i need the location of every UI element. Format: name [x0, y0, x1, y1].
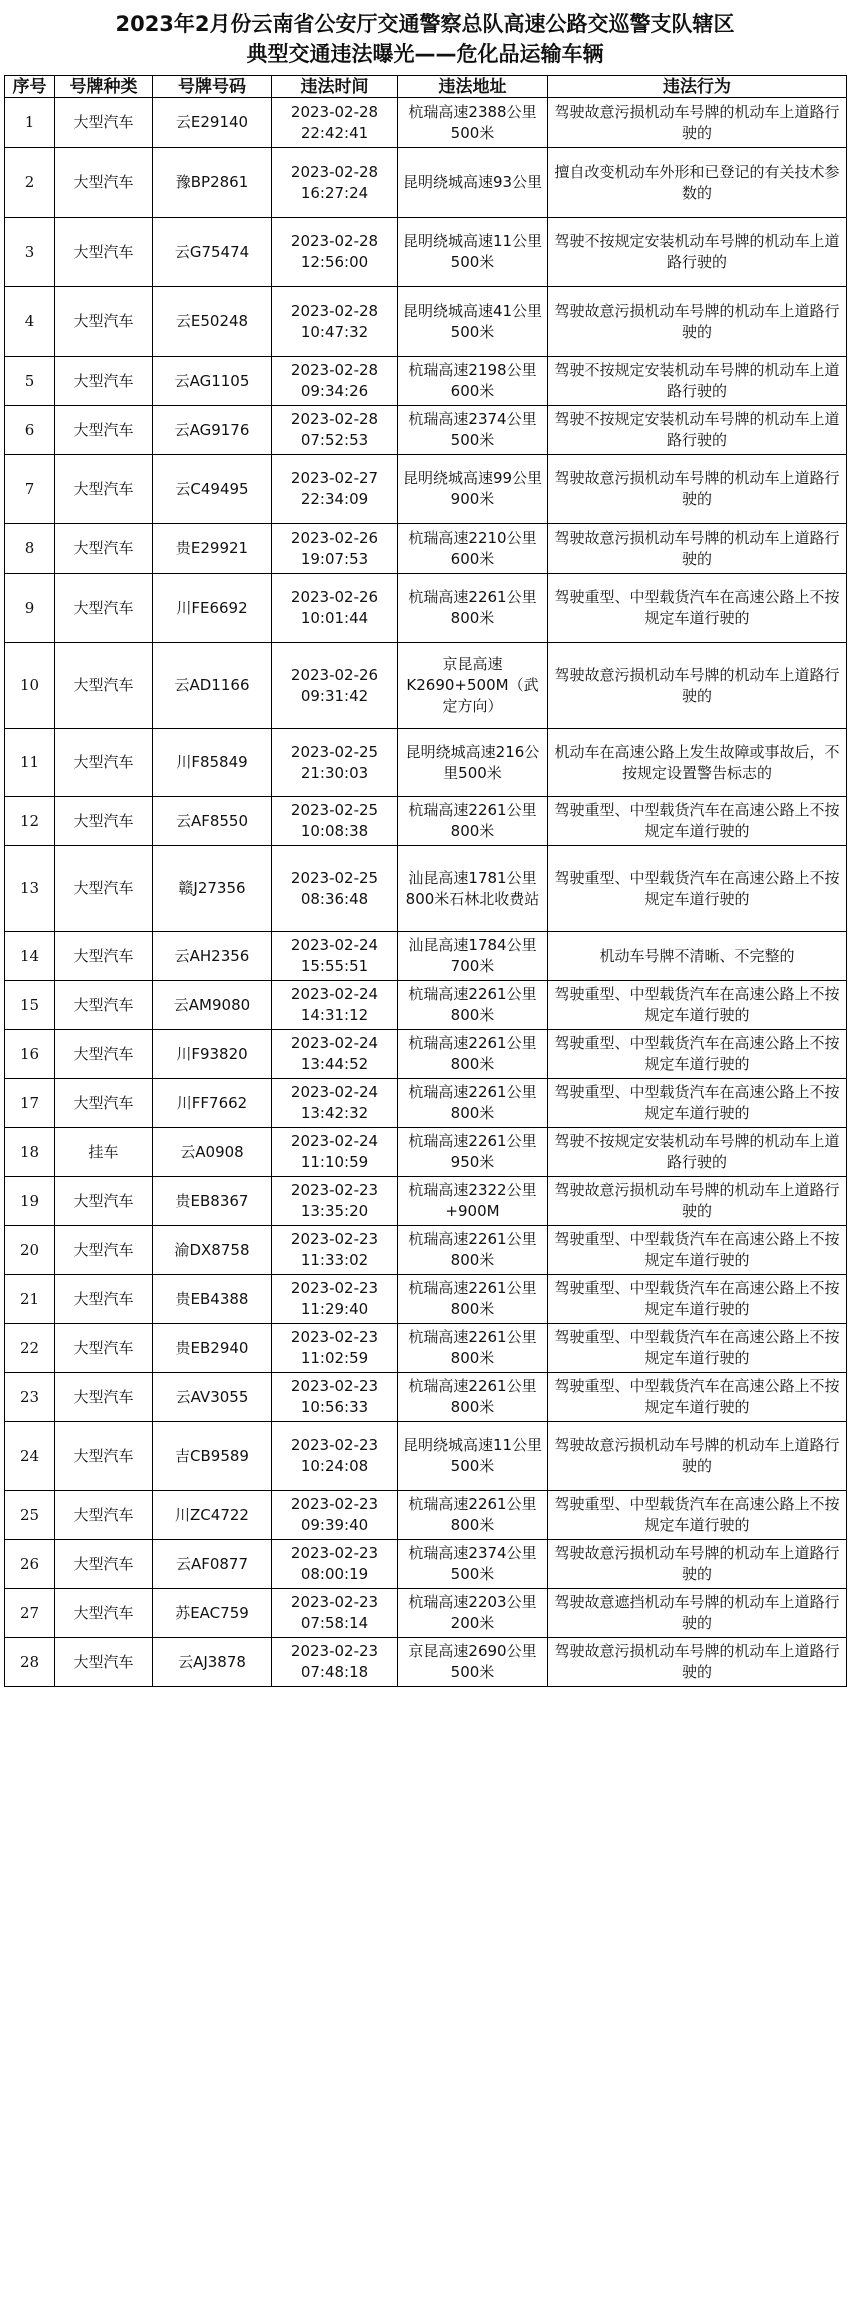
row-violation-date: 2023-02-23 [290, 1544, 379, 1562]
row-violation-date: 2023-02-28 [290, 232, 379, 250]
row-violation-behavior: 驾驶重型、中型载货汽车在高速公路上不按规定车道行驶的 [548, 1079, 847, 1128]
table-row [5, 1275, 847, 1324]
row-violation-behavior: 驾驶故意污损机动车号牌的机动车上道路行驶的 [548, 524, 847, 574]
row-violation-time [272, 1422, 398, 1491]
row-plate-number: 云AG9176 [153, 406, 272, 455]
row-violation-behavior: 驾驶不按规定安装机动车号牌的机动车上道路行驶的 [548, 406, 847, 455]
row-violation-time [272, 1275, 398, 1324]
row-violation-time [272, 455, 398, 524]
row-no: 3 [5, 218, 55, 287]
row-violation-time [272, 1226, 398, 1275]
row-violation-address: 杭瑞高速2261公里800米 [398, 1275, 548, 1324]
row-violation-clock: 16:27:24 [300, 183, 369, 202]
row-violation-address: 杭瑞高速2261公里800米 [398, 981, 548, 1030]
row-violation-behavior: 机动车号牌不清晰、不完整的 [548, 932, 847, 981]
table-row [5, 218, 847, 287]
row-no: 2 [5, 148, 55, 218]
row-plate-number: 云AH2356 [153, 932, 272, 981]
row-violation-date: 2023-02-23 [290, 1495, 379, 1513]
row-violation-time [272, 1491, 398, 1540]
row-violation-address: 杭瑞高速2261公里800米 [398, 1079, 548, 1128]
row-no: 25 [5, 1491, 55, 1540]
row-no: 20 [5, 1226, 55, 1275]
row-violation-behavior: 驾驶重型、中型载货汽车在高速公路上不按规定车道行驶的 [548, 1275, 847, 1324]
row-plate-type: 大型汽车 [55, 846, 153, 932]
row-no: 24 [5, 1422, 55, 1491]
row-violation-behavior: 驾驶重型、中型载货汽车在高速公路上不按规定车道行驶的 [548, 1226, 847, 1275]
row-plate-number: 云E50248 [153, 287, 272, 357]
table-row [5, 932, 847, 981]
row-no: 19 [5, 1177, 55, 1226]
row-plate-type: 大型汽车 [55, 1540, 153, 1589]
row-violation-address: 杭瑞高速2374公里500米 [398, 406, 548, 455]
row-violation-clock: 10:08:38 [300, 822, 369, 840]
row-plate-type: 大型汽车 [55, 406, 153, 455]
row-violation-address: 京昆高速2690公里500米 [398, 1638, 548, 1687]
table-row [5, 1373, 847, 1422]
row-plate-number: 川FF7662 [153, 1079, 272, 1128]
row-plate-type: 大型汽车 [55, 1079, 153, 1128]
row-violation-clock: 07:52:53 [300, 431, 369, 449]
header-violation-time: 违法时间 [272, 76, 398, 98]
header-violation-address: 违法地址 [398, 76, 548, 98]
row-plate-number: 云AV3055 [153, 1373, 272, 1422]
row-plate-type: 大型汽车 [55, 1030, 153, 1079]
row-violation-date: 2023-02-23 [290, 1377, 379, 1395]
row-violation-date: 2023-02-25 [290, 742, 379, 761]
row-plate-type: 大型汽车 [55, 1177, 153, 1226]
row-plate-type: 大型汽车 [55, 643, 153, 729]
row-violation-clock: 15:55:51 [300, 957, 369, 975]
row-plate-number: 云C49495 [153, 455, 272, 524]
row-violation-address: 杭瑞高速2374公里500米 [398, 1540, 548, 1589]
table-row [5, 1079, 847, 1128]
row-plate-number: 云A0908 [153, 1128, 272, 1177]
row-violation-behavior: 驾驶故意污损机动车号牌的机动车上道路行驶的 [548, 1540, 847, 1589]
row-violation-address: 昆明绕城高速11公里500米 [398, 1422, 548, 1491]
row-violation-address: 汕昆高速1784公里700米 [398, 932, 548, 981]
row-no: 23 [5, 1373, 55, 1422]
row-violation-address: 杭瑞高速2203公里200米 [398, 1589, 548, 1638]
row-violation-time [272, 287, 398, 357]
row-violation-time [272, 148, 398, 218]
row-violation-address: 杭瑞高速2261公里800米 [398, 1030, 548, 1079]
row-violation-address: 昆明绕城高速99公里900米 [398, 455, 548, 524]
row-violation-behavior: 驾驶故意污损机动车号牌的机动车上道路行驶的 [548, 1177, 847, 1226]
row-plate-number: 贵EB2940 [153, 1324, 272, 1373]
row-violation-date: 2023-02-28 [290, 162, 379, 181]
table-row [5, 406, 847, 455]
row-violation-clock: 10:47:32 [300, 322, 369, 341]
row-violation-date: 2023-02-23 [290, 1279, 379, 1297]
header-plate-number: 号牌号码 [153, 76, 272, 98]
row-violation-behavior: 驾驶重型、中型载货汽车在高速公路上不按规定车道行驶的 [548, 1491, 847, 1540]
row-violation-address: 杭瑞高速2322公里+900M [398, 1177, 548, 1226]
table-row [5, 148, 847, 218]
row-violation-address: 杭瑞高速2261公里800米 [398, 574, 548, 643]
row-violation-address: 杭瑞高速2261公里800米 [398, 1373, 548, 1422]
table-row [5, 846, 847, 932]
row-violation-clock: 22:34:09 [300, 490, 369, 508]
row-violation-time [272, 981, 398, 1030]
row-plate-type: 大型汽车 [55, 1589, 153, 1638]
row-violation-clock: 10:24:08 [300, 1457, 369, 1475]
row-no: 17 [5, 1079, 55, 1128]
row-violation-clock: 09:39:40 [300, 1516, 369, 1534]
row-plate-type: 大型汽车 [55, 287, 153, 357]
row-violation-clock: 11:10:59 [300, 1153, 369, 1171]
row-violation-address: 昆明绕城高速41公里500米 [398, 287, 548, 357]
row-violation-behavior: 驾驶故意污损机动车号牌的机动车上道路行驶的 [548, 1638, 847, 1687]
table-row [5, 643, 847, 729]
row-plate-number: 云AG1105 [153, 357, 272, 406]
row-plate-number: 云AM9080 [153, 981, 272, 1030]
row-violation-clock: 21:30:03 [300, 763, 369, 782]
row-plate-number: 苏EAC759 [153, 1589, 272, 1638]
row-plate-number: 渝DX8758 [153, 1226, 272, 1275]
row-violation-address: 杭瑞高速2198公里600米 [398, 357, 548, 406]
row-plate-number: 云AF8550 [153, 797, 272, 846]
row-violation-time [272, 1373, 398, 1422]
row-violation-date: 2023-02-23 [290, 1593, 379, 1611]
row-violation-clock: 13:44:52 [300, 1055, 369, 1073]
row-violation-date: 2023-02-27 [290, 469, 379, 487]
row-violation-address: 昆明绕城高速11公里500米 [398, 218, 548, 287]
row-violation-date: 2023-02-26 [290, 528, 379, 547]
row-plate-type: 大型汽车 [55, 98, 153, 148]
row-violation-time [272, 643, 398, 729]
row-violation-date: 2023-02-24 [290, 1132, 379, 1150]
row-violation-time [272, 524, 398, 574]
row-plate-number: 云G75474 [153, 218, 272, 287]
row-plate-number: 川F93820 [153, 1030, 272, 1079]
row-violation-behavior: 驾驶重型、中型载货汽车在高速公路上不按规定车道行驶的 [548, 574, 847, 643]
row-no: 9 [5, 574, 55, 643]
table-row [5, 1128, 847, 1177]
row-violation-date: 2023-02-25 [290, 868, 379, 887]
row-no: 18 [5, 1128, 55, 1177]
row-violation-behavior: 驾驶重型、中型载货汽车在高速公路上不按规定车道行驶的 [548, 981, 847, 1030]
row-violation-clock: 13:42:32 [300, 1104, 369, 1122]
row-plate-type: 大型汽车 [55, 524, 153, 574]
row-violation-clock: 09:34:26 [300, 382, 369, 400]
row-violation-time [272, 574, 398, 643]
row-violation-behavior: 驾驶故意污损机动车号牌的机动车上道路行驶的 [548, 643, 847, 729]
row-plate-type: 大型汽车 [55, 148, 153, 218]
table-row [5, 357, 847, 406]
row-no: 5 [5, 357, 55, 406]
row-plate-type: 大型汽车 [55, 357, 153, 406]
table-row [5, 1422, 847, 1491]
row-violation-address: 昆明绕城高速216公里500米 [398, 729, 548, 797]
row-violation-address: 杭瑞高速2388公里500米 [398, 98, 548, 148]
row-no: 8 [5, 524, 55, 574]
row-no: 16 [5, 1030, 55, 1079]
row-violation-date: 2023-02-25 [290, 801, 379, 819]
row-violation-clock: 19:07:53 [300, 549, 369, 568]
row-violation-address: 杭瑞高速2210公里600米 [398, 524, 548, 574]
row-violation-date: 2023-02-28 [290, 410, 379, 428]
row-violation-behavior: 驾驶重型、中型载货汽车在高速公路上不按规定车道行驶的 [548, 1324, 847, 1373]
row-no: 26 [5, 1540, 55, 1589]
row-violation-behavior: 驾驶故意污损机动车号牌的机动车上道路行驶的 [548, 455, 847, 524]
row-no: 28 [5, 1638, 55, 1687]
row-violation-time [272, 406, 398, 455]
row-plate-number: 云AF0877 [153, 1540, 272, 1589]
row-plate-type: 大型汽车 [55, 797, 153, 846]
header-plate-type: 号牌种类 [55, 76, 153, 98]
row-violation-time [272, 1540, 398, 1589]
row-violation-date: 2023-02-23 [290, 1642, 379, 1660]
row-violation-clock: 07:58:14 [300, 1614, 369, 1632]
table-row [5, 729, 847, 797]
row-violation-address: 杭瑞高速2261公里800米 [398, 797, 548, 846]
row-violation-date: 2023-02-24 [290, 1034, 379, 1052]
row-violation-date: 2023-02-23 [290, 1230, 379, 1248]
row-no: 12 [5, 797, 55, 846]
row-violation-behavior: 驾驶重型、中型载货汽车在高速公路上不按规定车道行驶的 [548, 1030, 847, 1079]
row-violation-behavior: 机动车在高速公路上发生故障或事故后，不按规定设置警告标志的 [548, 729, 847, 797]
row-violation-clock: 14:31:12 [300, 1006, 369, 1024]
row-no: 22 [5, 1324, 55, 1373]
row-plate-type: 大型汽车 [55, 1491, 153, 1540]
row-plate-number: 豫BP2861 [153, 148, 272, 218]
row-plate-number: 川ZC4722 [153, 1491, 272, 1540]
row-plate-type: 大型汽车 [55, 218, 153, 287]
row-violation-date: 2023-02-24 [290, 1083, 379, 1101]
row-violation-time [272, 1128, 398, 1177]
row-plate-number: 贵EB4388 [153, 1275, 272, 1324]
table-row [5, 1030, 847, 1079]
row-violation-clock: 10:56:33 [300, 1398, 369, 1416]
table-row [5, 455, 847, 524]
row-violation-clock: 08:36:48 [300, 889, 369, 908]
row-violation-date: 2023-02-28 [290, 102, 379, 121]
row-violation-time [272, 1079, 398, 1128]
row-violation-behavior: 驾驶重型、中型载货汽车在高速公路上不按规定车道行驶的 [548, 797, 847, 846]
row-violation-behavior: 驾驶不按规定安装机动车号牌的机动车上道路行驶的 [548, 218, 847, 287]
table-row [5, 1589, 847, 1638]
row-violation-clock: 09:31:42 [300, 686, 369, 705]
row-violation-clock: 10:01:44 [300, 609, 369, 627]
row-violation-address: 京昆高速K2690+500M（武定方向） [398, 643, 548, 729]
row-violation-behavior: 驾驶重型、中型载货汽车在高速公路上不按规定车道行驶的 [548, 846, 847, 932]
row-plate-type: 大型汽车 [55, 932, 153, 981]
row-violation-behavior: 擅自改变机动车外形和已登记的有关技术参数的 [548, 148, 847, 218]
row-plate-type: 大型汽车 [55, 1422, 153, 1491]
row-plate-type: 大型汽车 [55, 574, 153, 643]
table-row [5, 1540, 847, 1589]
row-violation-time [272, 846, 398, 932]
row-plate-number: 川FE6692 [153, 574, 272, 643]
row-violation-behavior: 驾驶故意污损机动车号牌的机动车上道路行驶的 [548, 98, 847, 148]
row-violation-address: 杭瑞高速2261公里800米 [398, 1226, 548, 1275]
row-violation-date: 2023-02-23 [290, 1328, 379, 1346]
row-violation-clock: 11:02:59 [300, 1349, 369, 1367]
row-violation-clock: 08:00:19 [300, 1565, 369, 1583]
row-violation-date: 2023-02-26 [290, 588, 379, 606]
row-plate-number: 赣J27356 [153, 846, 272, 932]
table-row [5, 1324, 847, 1373]
header-violation-behavior: 违法行为 [548, 76, 847, 98]
table-row [5, 524, 847, 574]
row-violation-clock: 13:35:20 [300, 1202, 369, 1220]
row-violation-clock: 12:56:00 [300, 253, 369, 271]
row-violation-address: 昆明绕城高速93公里 [398, 148, 548, 218]
row-violation-time [272, 218, 398, 287]
row-violation-date: 2023-02-24 [290, 936, 379, 954]
document-title-line2: 典型交通违法曝光——危化品运输车辆 [246, 42, 604, 66]
row-plate-type: 挂车 [55, 1128, 153, 1177]
row-violation-clock: 22:42:41 [300, 123, 369, 142]
table-row [5, 1177, 847, 1226]
row-violation-date: 2023-02-23 [290, 1181, 379, 1199]
violations-table [4, 75, 847, 1687]
table-row [5, 1491, 847, 1540]
row-no: 13 [5, 846, 55, 932]
row-violation-time [272, 932, 398, 981]
table-row [5, 1638, 847, 1687]
row-violation-time [272, 1030, 398, 1079]
row-plate-number: 吉CB9589 [153, 1422, 272, 1491]
row-violation-clock: 11:33:02 [300, 1251, 369, 1269]
row-violation-time [272, 1638, 398, 1687]
row-plate-number: 贵E29921 [153, 524, 272, 574]
table-row [5, 287, 847, 357]
row-no: 15 [5, 981, 55, 1030]
row-violation-address: 杭瑞高速2261公里800米 [398, 1324, 548, 1373]
row-violation-behavior: 驾驶故意遮挡机动车号牌的机动车上道路行驶的 [548, 1589, 847, 1638]
row-no: 14 [5, 932, 55, 981]
row-violation-address: 汕昆高速1781公里800米石林北收费站 [398, 846, 548, 932]
table-row [5, 981, 847, 1030]
row-violation-time [272, 98, 398, 148]
row-no: 4 [5, 287, 55, 357]
row-plate-type: 大型汽车 [55, 1638, 153, 1687]
row-no: 11 [5, 729, 55, 797]
row-violation-time [272, 1589, 398, 1638]
row-violation-date: 2023-02-24 [290, 985, 379, 1003]
row-violation-date: 2023-02-28 [290, 361, 379, 379]
row-no: 7 [5, 455, 55, 524]
row-plate-type: 大型汽车 [55, 981, 153, 1030]
row-violation-behavior: 驾驶不按规定安装机动车号牌的机动车上道路行驶的 [548, 1128, 847, 1177]
document-title-line1: 2023年2月份云南省公安厅交通警察总队高速公路交巡警支队辖区 [115, 12, 735, 36]
row-no: 1 [5, 98, 55, 148]
row-plate-type: 大型汽车 [55, 455, 153, 524]
table-row [5, 98, 847, 148]
row-plate-number: 川F85849 [153, 729, 272, 797]
row-no: 27 [5, 1589, 55, 1638]
row-violation-behavior: 驾驶不按规定安装机动车号牌的机动车上道路行驶的 [548, 357, 847, 406]
row-violation-time [272, 1177, 398, 1226]
table-header-row [5, 76, 847, 98]
row-violation-date: 2023-02-28 [290, 301, 379, 320]
row-violation-behavior: 驾驶重型、中型载货汽车在高速公路上不按规定车道行驶的 [548, 1373, 847, 1422]
row-plate-type: 大型汽车 [55, 1275, 153, 1324]
row-violation-address: 杭瑞高速2261公里950米 [398, 1128, 548, 1177]
row-violation-date: 2023-02-26 [290, 665, 379, 684]
table-row [5, 797, 847, 846]
row-no: 10 [5, 643, 55, 729]
row-violation-behavior: 驾驶故意污损机动车号牌的机动车上道路行驶的 [548, 287, 847, 357]
row-violation-time [272, 357, 398, 406]
row-violation-clock: 11:29:40 [300, 1300, 369, 1318]
row-violation-clock: 07:48:18 [300, 1663, 369, 1681]
row-plate-number: 云E29140 [153, 98, 272, 148]
row-violation-address: 杭瑞高速2261公里800米 [398, 1491, 548, 1540]
row-plate-number: 云AD1166 [153, 643, 272, 729]
row-no: 6 [5, 406, 55, 455]
row-violation-behavior: 驾驶故意污损机动车号牌的机动车上道路行驶的 [548, 1422, 847, 1491]
row-violation-date: 2023-02-23 [290, 1436, 379, 1454]
row-plate-type: 大型汽车 [55, 1324, 153, 1373]
row-violation-time [272, 729, 398, 797]
row-violation-time [272, 797, 398, 846]
row-plate-type: 大型汽车 [55, 729, 153, 797]
table-row [5, 1226, 847, 1275]
row-plate-type: 大型汽车 [55, 1226, 153, 1275]
row-plate-type: 大型汽车 [55, 1373, 153, 1422]
row-violation-time [272, 1324, 398, 1373]
table-row [5, 574, 847, 643]
row-no: 21 [5, 1275, 55, 1324]
header-no: 序号 [5, 76, 55, 98]
row-plate-number: 云AJ3878 [153, 1638, 272, 1687]
row-plate-number: 贵EB8367 [153, 1177, 272, 1226]
